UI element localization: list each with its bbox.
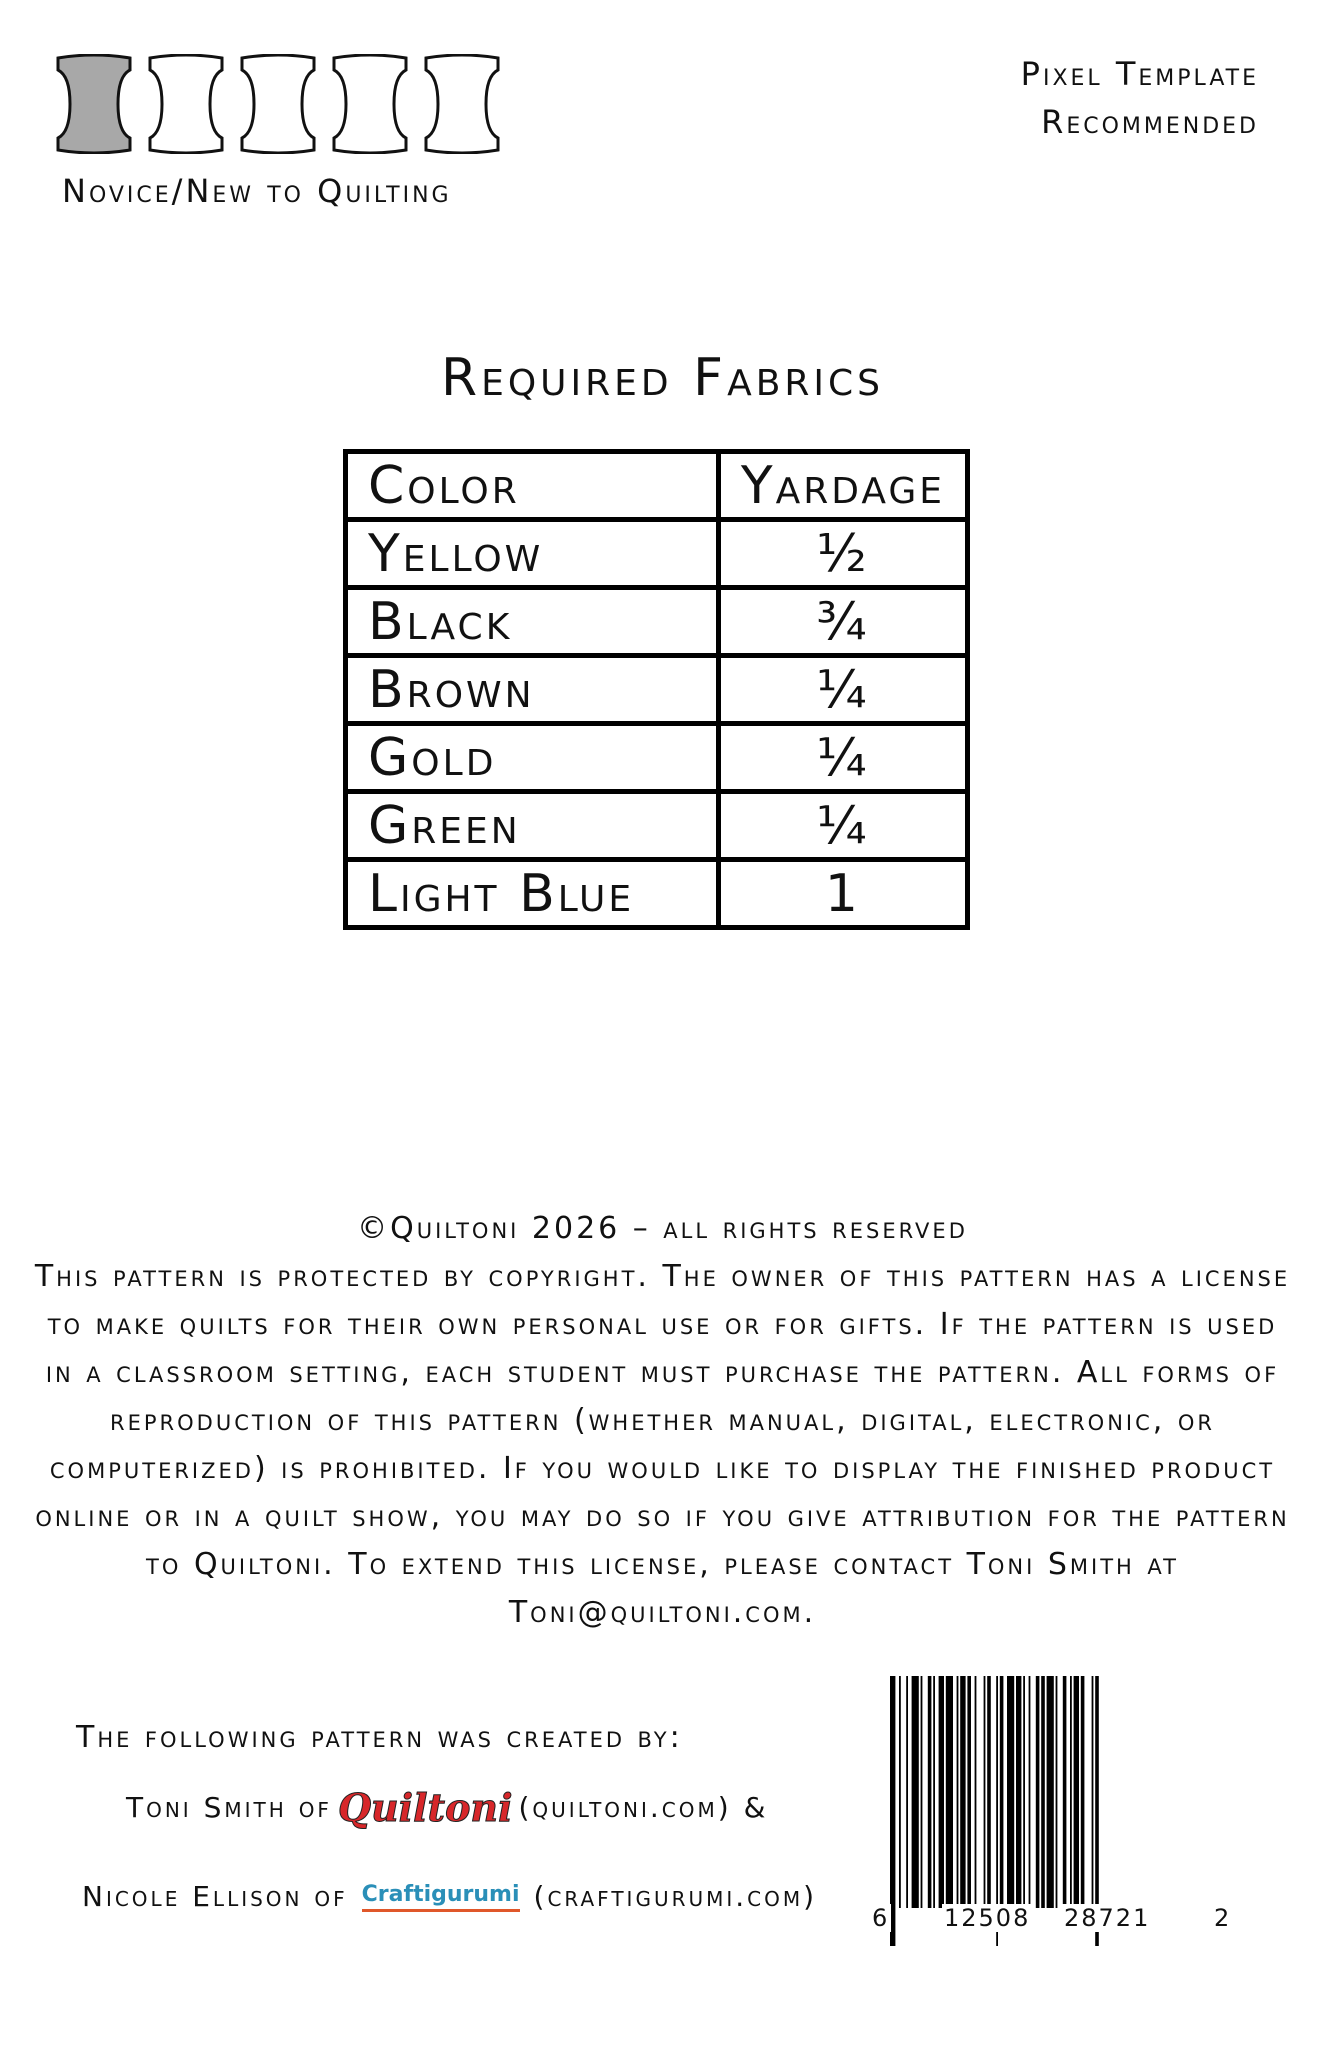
spool-icon [144,54,228,154]
barcode-bar [984,1676,986,1908]
fabric-yardage: ¾ [718,588,967,656]
difficulty-spools [52,54,504,154]
credit-nicole-site: (craftigurumi.com) [533,1880,818,1913]
spool-icon [328,54,412,154]
barcode-bar [906,1676,908,1908]
fabric-yardage: ¼ [718,792,967,860]
barcode-digit-group1: 12508 [944,1904,1031,1932]
barcode-bar [1056,1676,1058,1908]
table-row [346,860,968,928]
barcode-bar [921,1676,923,1908]
table-header-row [346,452,968,520]
barcode [888,1676,1208,1946]
fabric-color: Brown [346,656,719,724]
table-row [346,656,968,724]
spool-icon [52,54,136,154]
spool-icon [236,54,320,154]
table-row [346,724,968,792]
barcode-bar [1081,1676,1085,1908]
credits-intro: The following pattern was created by: [76,1720,683,1755]
barcode-bar [1041,1676,1045,1908]
fabric-color: Black [346,588,719,656]
barcode-bar [987,1676,991,1908]
table-row [346,792,968,860]
spool-icon [420,54,504,154]
fabric-yardage: 1 [718,860,967,928]
template-note-line2: Recommended [1041,103,1259,141]
fabric-yardage: ¼ [718,724,967,792]
barcode-bar [1070,1676,1072,1908]
barcode-digit-group2: 28721 [1064,1904,1151,1932]
barcode-bar [1016,1676,1021,1908]
quiltoni-logo: Quiltoni [337,1785,513,1830]
col-yardage-header: Yardage [718,452,967,520]
copyright-notice [30,1205,1295,1637]
barcode-bar [1092,1676,1094,1908]
barcode-bar [912,1676,919,1908]
barcode-bar [1000,1676,1004,1908]
barcode-bar [967,1676,971,1908]
barcode-bar [939,1676,944,1908]
fabric-color: Green [346,792,719,860]
barcode-bar [1007,1676,1014,1908]
fabric-table [343,449,970,930]
table-row [346,588,968,656]
credit-toni-prefix: Toni Smith of [126,1791,332,1824]
barcode-bar [975,1676,977,1908]
copyright-body: This pattern is protected by copyright. The owner of this pattern has a license to make quilts for their own personal use or for gifts. If the pattern is used in a classroom setting, each student must purchase the pattern. All forms of reproduction of this pattern (whether manual, digital, electronic, or computerized) is prohibited. If you would like to display the finished product online or in a quilt show, you may do so if you give attribution for the pattern to Quiltoni. To extend this license, please contact Toni Smith at Toni@quiltoni.com. [34,1259,1291,1630]
credit-nicole [82,1880,817,1913]
barcode-bar [1047,1676,1054,1908]
craftigurumi-logo: Craftigurumi [362,1882,520,1912]
barcode-bar [1063,1676,1067,1908]
difficulty-label: Novice/New to Quilting [62,172,452,210]
table-row [346,520,968,588]
barcode-bar [928,1676,932,1908]
fabric-color: Light Blue [346,860,719,928]
credit-nicole-prefix: Nicole Ellison of [82,1880,348,1913]
barcode-bar [946,1676,953,1908]
fabric-color: Yellow [346,520,719,588]
fabric-yardage: ½ [718,520,967,588]
fabric-yardage: ¼ [718,656,967,724]
barcode-bar [960,1676,965,1908]
credit-toni-site: (quiltoni.com) & [518,1791,769,1824]
template-note [1021,50,1259,146]
barcode-bar [1036,1676,1040,1908]
barcode-bar [899,1676,901,1908]
barcode-bar [1029,1676,1031,1908]
barcode-bar [957,1676,959,1908]
barcode-bar [933,1676,935,1908]
credit-toni [126,1785,768,1830]
copyright-line: ©Quiltoni 2026 – all rights reserved [357,1211,968,1246]
fabric-color: Gold [346,724,719,792]
barcode-bar [1023,1676,1025,1908]
barcode-digit-last: 2 [1214,1904,1232,1932]
barcode-bar [1074,1676,1079,1908]
template-note-line1: Pixel Template [1020,55,1259,93]
fabrics-title: Required Fabrics [440,348,885,408]
barcode-digit-first: 6 [872,1904,890,1932]
col-color-header: Color [346,452,719,520]
